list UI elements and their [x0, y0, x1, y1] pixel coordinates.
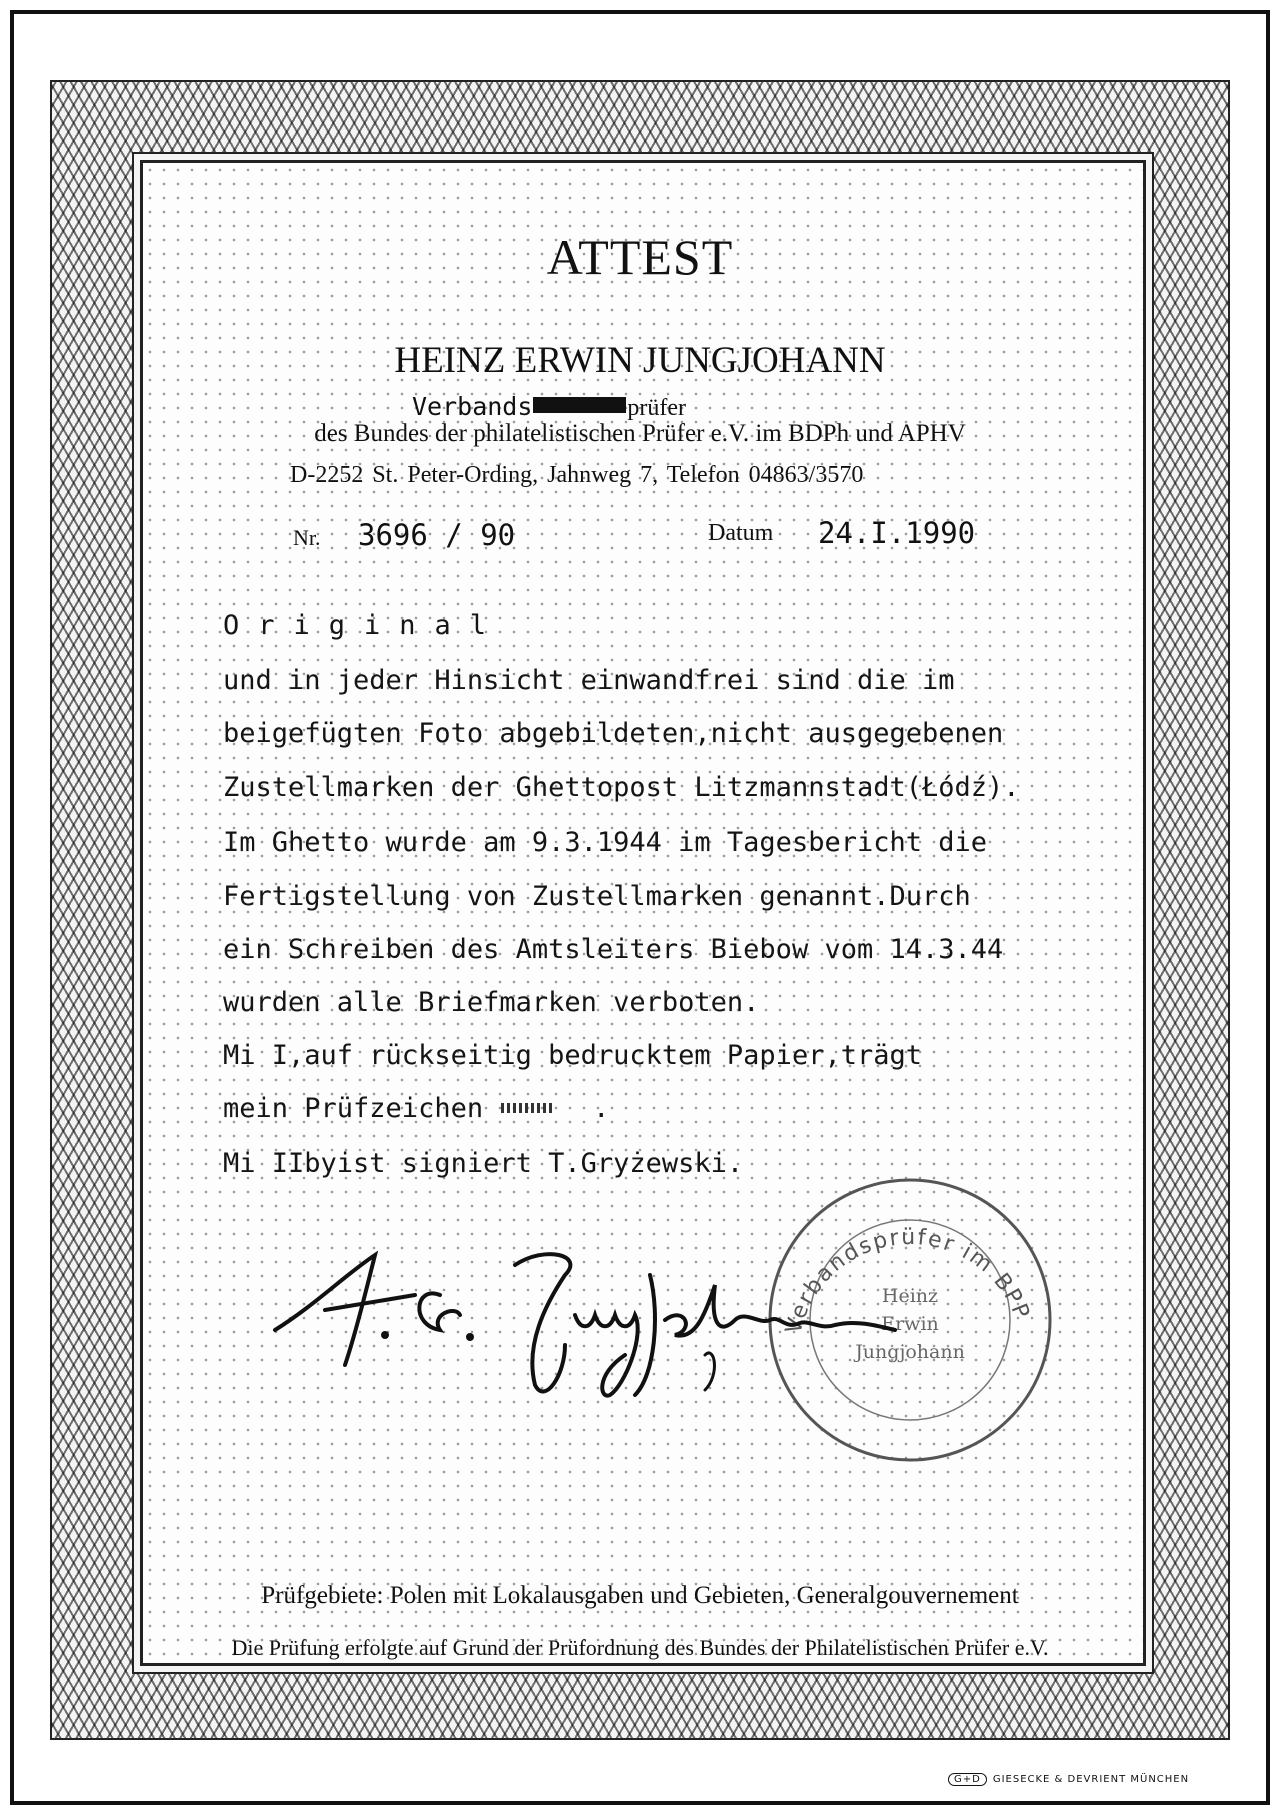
printer-logo-icon: G+D [948, 1773, 987, 1786]
body-line: Zustellmarken der Ghettopost Litzmannstadt(Łódź). [223, 772, 1020, 803]
regulation-note: Die Prüfung erfolgte auf Grund der Prüfordnung des Bundes der Philatelistischen Prüfer e.V. [231, 1635, 1049, 1660]
examiner-role-prefix: Verbands [412, 392, 533, 421]
mark-text: mein Prüfzeichen [223, 1093, 484, 1124]
mark-period: . [593, 1093, 610, 1124]
address-line: D-2252 St. Peter-Ording, Jahnweg 7, Telefon 04863/3570 [290, 462, 864, 488]
examiner-name: HEINZ ERWIN JUNGJOHANN [394, 340, 886, 381]
certificate-date: 24.I.1990 [818, 516, 976, 550]
body-line-original: Original [223, 610, 506, 641]
certificate-title: ATTEST [546, 229, 734, 285]
seal-center-text: Erwin [881, 1313, 939, 1335]
body-line: ein Schreiben des Amtsleiters Biebow vom 14.3.44 [223, 934, 1004, 965]
seal-center-text: Jungjohann [855, 1341, 965, 1363]
printer-name: GIESECKE & DEVRIENT MÜNCHEN [992, 1774, 1190, 1785]
seal-ring-text: Verbandsprüfer im BPP [781, 1225, 1035, 1337]
handwritten-signature [265, 1235, 905, 1405]
body-line: Fertigstellung von Zustellmarken genannt.Durch [223, 881, 971, 912]
body-line: beigefügten Foto abgebildeten,nicht ausgegebenen [223, 718, 1004, 749]
body-line: und in jeder Hinsicht einwandfrei sind die im [223, 665, 955, 696]
body-line: Mi I,auf rückseitig bedrucktem Papier,trägt [223, 1040, 922, 1071]
examiner-role [412, 392, 686, 422]
certificate-number: 3696 / 90 [358, 518, 516, 552]
body-line-mark [223, 1093, 609, 1124]
association-line: des Bundes der philatelistischen Prüfer e.V. im BDPh und APHV [314, 420, 966, 447]
seal-center-text: Heinz [881, 1285, 939, 1307]
body-line: Mi IIbyist signiert T.Gryżewski. [223, 1148, 744, 1179]
printer-mark [948, 1773, 1189, 1786]
number-label: Nr. [293, 525, 321, 550]
examiner-role-suffix: prüfer [627, 395, 687, 421]
body-line: wurden alle Briefmarken verboten. [223, 987, 760, 1018]
examiner-mark-icon [501, 1103, 553, 1113]
body-line: Im Ghetto wurde am 9.3.1944 im Tagesbericht die [223, 827, 988, 858]
redaction-bar [533, 397, 626, 413]
date-label: Datum [708, 520, 774, 546]
test-areas: Prüfgebiete: Polen mit Lokalausgaben und Gebieten, Generalgouvernement [261, 1582, 1019, 1609]
